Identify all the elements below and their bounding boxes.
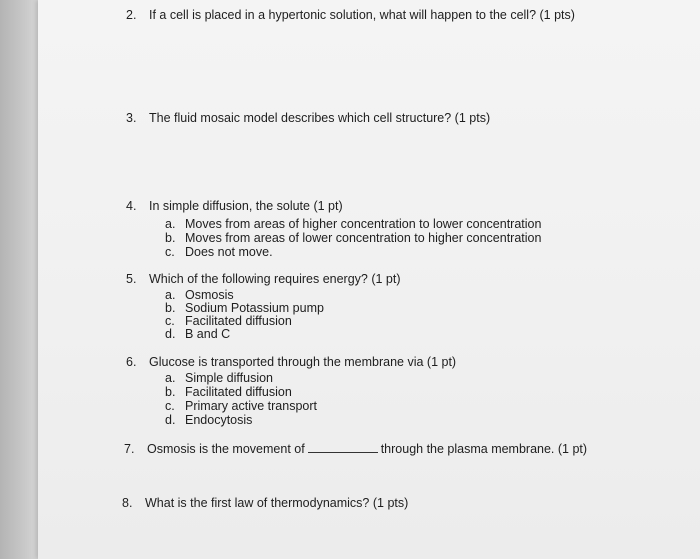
option-6d <box>165 413 252 427</box>
option-letter: b. <box>165 385 176 399</box>
option-4c <box>165 245 273 259</box>
option-letter: a. <box>165 288 176 302</box>
question-text: Glucose is transported through the membrane via (1 pt) <box>149 355 457 369</box>
background-edge <box>0 0 40 559</box>
option-5a <box>165 288 234 302</box>
question-number: 7. <box>124 442 135 456</box>
option-4a <box>165 217 541 231</box>
question-text: What is the first law of thermodynamics? (1 pts) <box>145 496 409 510</box>
option-text: Endocytosis <box>185 413 253 427</box>
question-number: 2. <box>126 8 137 22</box>
option-text: Osmosis <box>185 288 234 302</box>
option-letter: b. <box>165 301 176 315</box>
option-letter: d. <box>165 413 176 427</box>
option-letter: a. <box>165 371 176 385</box>
option-5b <box>165 301 324 315</box>
option-6c <box>165 399 317 413</box>
question-number: 3. <box>126 111 137 125</box>
question-text: Which of the following requires energy? (1 pt) <box>149 272 401 286</box>
question-text: The fluid mosaic model describes which cell structure? (1 pts) <box>149 111 491 125</box>
option-text: Facilitated diffusion <box>185 385 292 399</box>
option-letter: c. <box>165 314 175 328</box>
question-text: In simple diffusion, the solute (1 pt) <box>149 199 343 213</box>
question-text-before-blank: Osmosis is the movement of <box>147 442 305 456</box>
question-text <box>147 442 587 457</box>
answer-blank[interactable] <box>308 452 378 453</box>
question-text: If a cell is placed in a hypertonic solution, what will happen to the cell? (1 pts) <box>149 8 575 22</box>
option-text: Moves from areas of higher concentration to lower concentration <box>185 217 542 231</box>
option-letter: c. <box>165 245 175 259</box>
option-text: Moves from areas of lower concentration to higher concentration <box>185 231 542 245</box>
option-6a <box>165 371 273 385</box>
option-letter: b. <box>165 231 176 245</box>
option-text: Simple diffusion <box>185 371 274 385</box>
question-number: 5. <box>126 272 137 286</box>
option-text: Primary active transport <box>185 399 317 413</box>
option-text: Does not move. <box>185 245 273 259</box>
option-letter: d. <box>165 327 176 341</box>
worksheet-page <box>38 0 700 559</box>
option-5d <box>165 327 230 341</box>
option-text: Sodium Potassium pump <box>185 301 324 315</box>
option-6b <box>165 385 292 399</box>
option-5c <box>165 314 292 328</box>
question-number: 8. <box>122 496 133 510</box>
question-number: 4. <box>126 199 137 213</box>
option-letter: c. <box>165 399 175 413</box>
option-text: Facilitated diffusion <box>185 314 292 328</box>
option-letter: a. <box>165 217 176 231</box>
option-text: B and C <box>185 327 231 341</box>
question-text-after-blank: through the plasma membrane. (1 pt) <box>380 442 588 456</box>
option-4b <box>165 231 541 245</box>
question-number: 6. <box>126 355 137 369</box>
